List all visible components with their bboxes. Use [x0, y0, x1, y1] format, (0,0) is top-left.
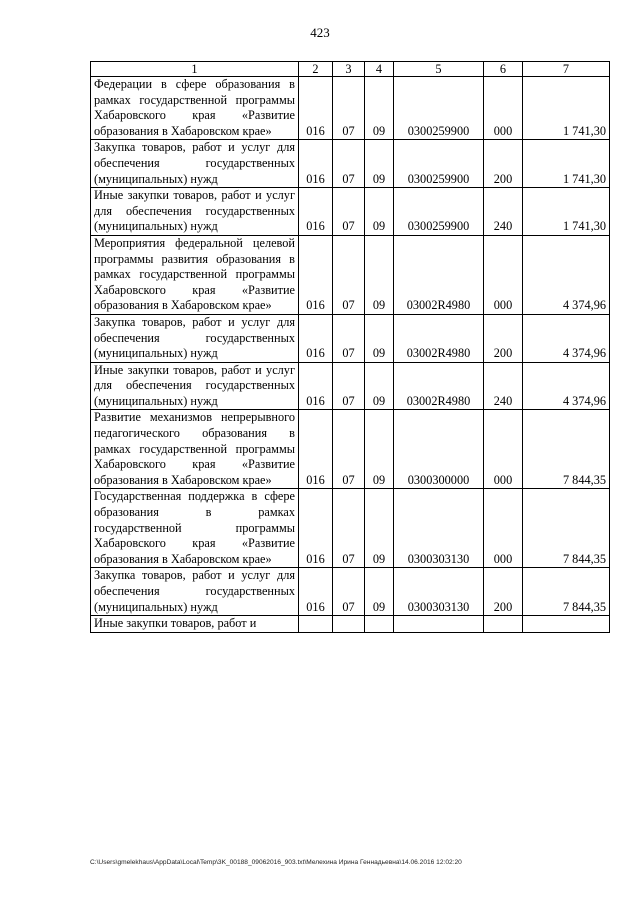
code-cell: 016	[299, 235, 333, 314]
code-cell: 07	[333, 568, 365, 616]
table-row	[91, 568, 610, 616]
row-name-cell: Иные закупки товаров, работ и услуг для обеспечения государственных (муниципальных) нужд	[91, 188, 299, 236]
code-cell: 000	[484, 77, 523, 140]
code-cell: 016	[299, 314, 333, 362]
row-name-cell: Федерации в сфере образования в рамках государственной программы Хабаровского края «Развитие образования в Хабаровском крае»	[91, 77, 299, 140]
code-cell: 07	[333, 362, 365, 410]
code-cell: 0300300000	[394, 410, 484, 489]
amount-cell: 4 374,96	[523, 314, 610, 362]
column-header: 6	[484, 62, 523, 77]
code-cell	[299, 616, 333, 633]
code-cell: 000	[484, 489, 523, 568]
file-path-footer: C:\Users\gmelekhaus\AppData\Local\Temp\3K_00188_09062016_903.txt\Мелехина Ирина Геннадьевна\14.06.2016 12:02:20	[90, 859, 462, 866]
budget-table	[90, 61, 610, 633]
code-cell: 09	[365, 410, 394, 489]
amount-cell: 7 844,35	[523, 410, 610, 489]
column-header: 2	[299, 62, 333, 77]
code-cell: 07	[333, 410, 365, 489]
row-name-cell: Развитие механизмов непрерывного педагогического образования в рамках государственной программы Хабаровского края «Развитие образования в Хабаровском крае»	[91, 410, 299, 489]
table-row	[91, 140, 610, 188]
column-header-row	[91, 62, 610, 77]
row-name-cell: Закупка товаров, работ и услуг для обеспечения государственных (муниципальных) нужд	[91, 314, 299, 362]
code-cell: 09	[365, 362, 394, 410]
code-cell: 240	[484, 362, 523, 410]
code-cell	[394, 616, 484, 633]
code-cell: 07	[333, 314, 365, 362]
table-row	[91, 235, 610, 314]
table-row	[91, 410, 610, 489]
code-cell: 016	[299, 140, 333, 188]
code-cell: 016	[299, 188, 333, 236]
row-name-cell: Государственная поддержка в сфере образования в рамках государственной программы Хабаровского края «Развитие образования в Хабаровском крае»	[91, 489, 299, 568]
code-cell: 240	[484, 188, 523, 236]
code-cell: 09	[365, 140, 394, 188]
code-cell: 03002R4980	[394, 314, 484, 362]
table-row	[91, 362, 610, 410]
code-cell: 016	[299, 568, 333, 616]
code-cell: 0300303130	[394, 568, 484, 616]
amount-cell: 1 741,30	[523, 188, 610, 236]
code-cell: 07	[333, 489, 365, 568]
column-header: 4	[365, 62, 394, 77]
code-cell: 200	[484, 140, 523, 188]
column-header: 5	[394, 62, 484, 77]
code-cell: 03002R4980	[394, 362, 484, 410]
amount-cell: 1 741,30	[523, 140, 610, 188]
code-cell: 200	[484, 568, 523, 616]
amount-cell: 4 374,96	[523, 235, 610, 314]
code-cell: 09	[365, 235, 394, 314]
table-row	[91, 188, 610, 236]
code-cell: 000	[484, 410, 523, 489]
code-cell: 09	[365, 188, 394, 236]
code-cell: 016	[299, 77, 333, 140]
column-header: 1	[91, 62, 299, 77]
code-cell: 09	[365, 314, 394, 362]
table-row	[91, 616, 610, 633]
code-cell: 07	[333, 235, 365, 314]
code-cell	[365, 616, 394, 633]
column-header: 3	[333, 62, 365, 77]
amount-cell: 7 844,35	[523, 568, 610, 616]
row-name-cell: Иные закупки товаров, работ и услуг для обеспечения государственных (муниципальных) нужд	[91, 362, 299, 410]
code-cell: 200	[484, 314, 523, 362]
amount-cell: 1 741,30	[523, 77, 610, 140]
code-cell: 016	[299, 489, 333, 568]
code-cell: 07	[333, 140, 365, 188]
code-cell: 09	[365, 489, 394, 568]
code-cell: 09	[365, 568, 394, 616]
code-cell: 0300259900	[394, 77, 484, 140]
table-row	[91, 489, 610, 568]
column-header: 7	[523, 62, 610, 77]
row-name-cell: Закупка товаров, работ и услуг для обеспечения государственных (муниципальных) нужд	[91, 140, 299, 188]
code-cell: 09	[365, 77, 394, 140]
row-name-cell: Мероприятия федеральной целевой программы развития образования в рамках государственной программы Хабаровского края «Развитие образования в Хабаровском крае»	[91, 235, 299, 314]
code-cell: 016	[299, 410, 333, 489]
code-cell: 0300259900	[394, 188, 484, 236]
page-number: 423	[310, 25, 330, 40]
row-name-cell: Иные закупки товаров, работ и	[91, 616, 299, 633]
code-cell: 000	[484, 235, 523, 314]
code-cell: 07	[333, 188, 365, 236]
table-row	[91, 77, 610, 140]
table-row	[91, 314, 610, 362]
amount-cell: 4 374,96	[523, 362, 610, 410]
code-cell: 016	[299, 362, 333, 410]
amount-cell: 7 844,35	[523, 489, 610, 568]
code-cell	[484, 616, 523, 633]
amount-cell	[523, 616, 610, 633]
code-cell: 0300259900	[394, 140, 484, 188]
code-cell: 0300303130	[394, 489, 484, 568]
code-cell: 07	[333, 77, 365, 140]
row-name-cell: Закупка товаров, работ и услуг для обеспечения государственных (муниципальных) нужд	[91, 568, 299, 616]
code-cell: 03002R4980	[394, 235, 484, 314]
code-cell	[333, 616, 365, 633]
